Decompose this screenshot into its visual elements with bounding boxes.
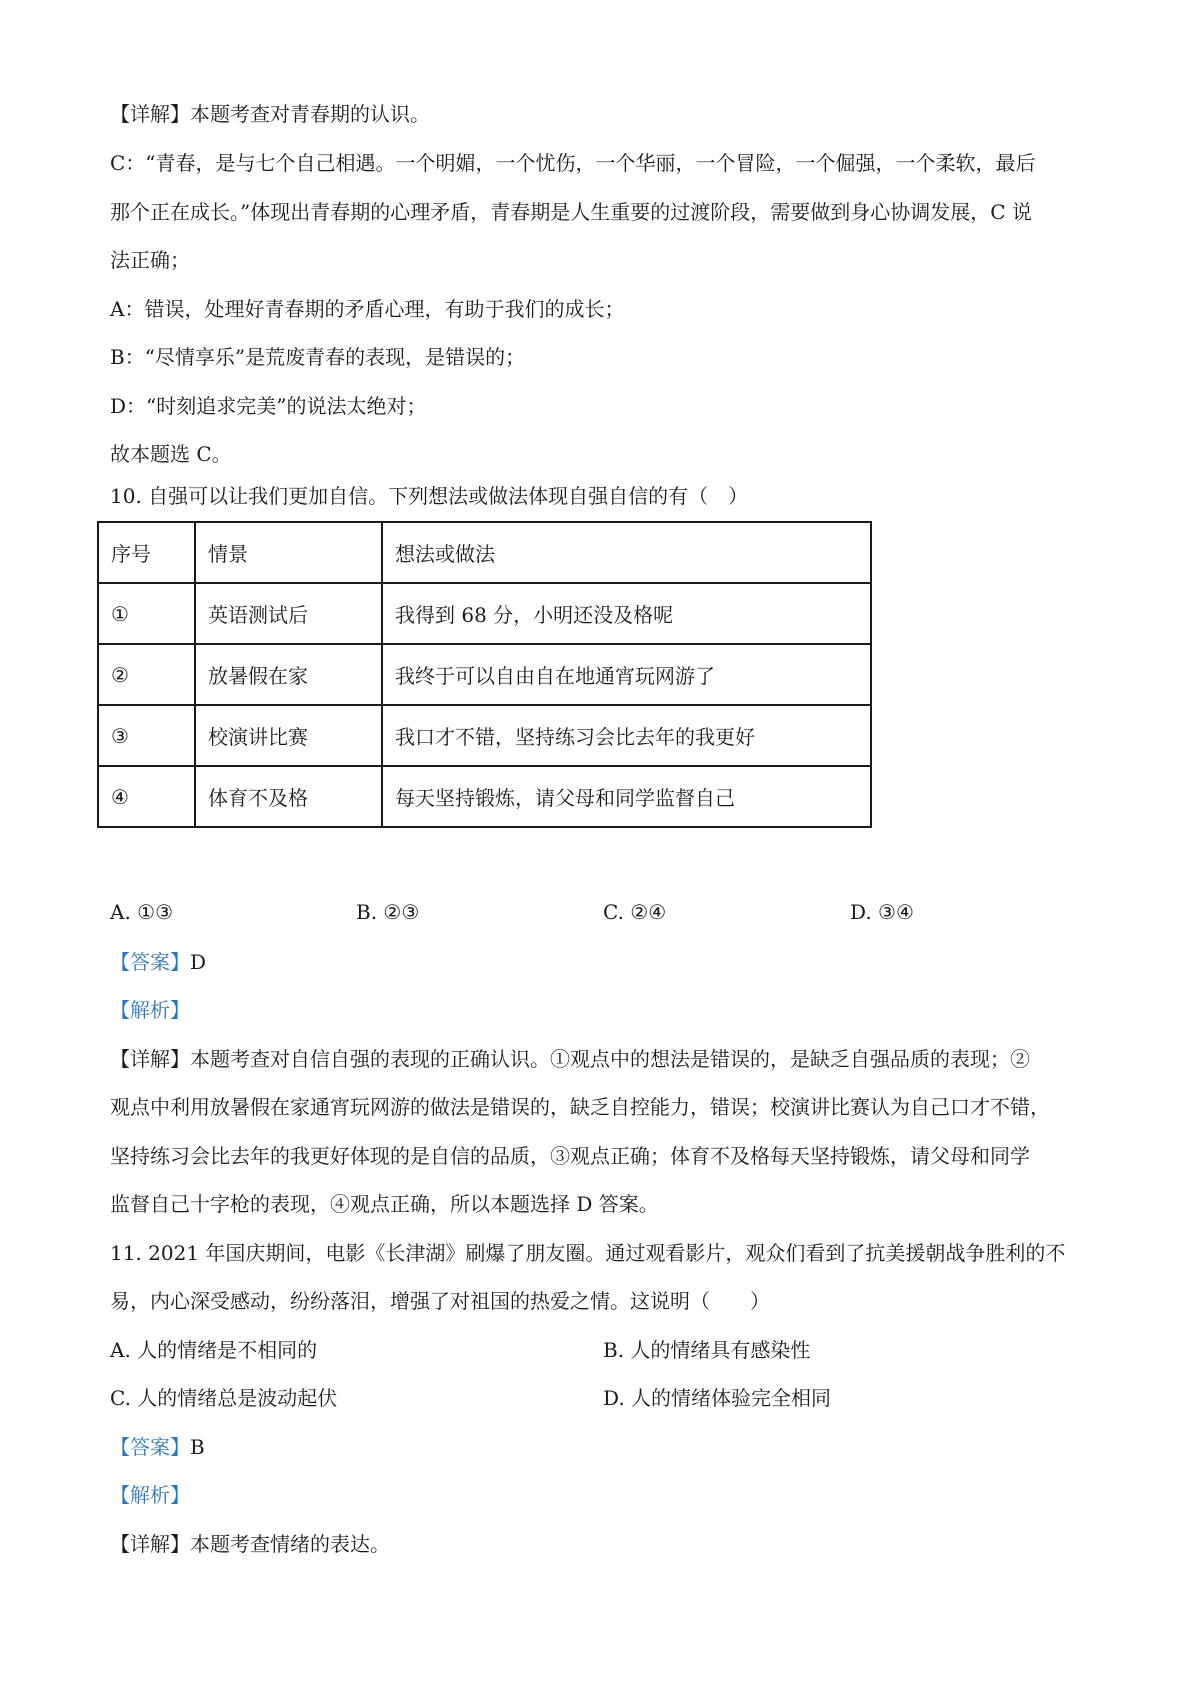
detail-line: D：“时刻追求完美”的说法太绝对；: [110, 394, 427, 418]
option-a: A. ①③: [110, 900, 174, 924]
question-10-table: [97, 521, 872, 828]
table-cell: 体育不及格: [195, 766, 382, 827]
option-d: D. ③④: [850, 900, 914, 924]
detail-line: 【详解】本题考查对青春期的认识。: [110, 102, 430, 126]
detail-line: 监督自己十字枪的表现，④观点正确，所以本题选择 D 答案。: [110, 1192, 659, 1216]
answer-value: D: [190, 950, 207, 974]
detail-line: C：“青春，是与七个自己相遇。一个明媚，一个忧伤，一个华丽，一个冒险，一个倔强，一个柔软，最后: [110, 151, 1036, 175]
detail-line: 法正确；: [110, 248, 190, 272]
detail-line: 那个正在成长。”体现出青春期的心理矛盾，青春期是人生重要的过渡阶段，需要做到身心协调发展，C 说: [110, 200, 1032, 224]
table-cell: ③: [98, 705, 195, 766]
question-10-stem: 10. 自强可以让我们更加自信。下列想法或做法体现自强自信的有（ ）: [110, 484, 749, 508]
table-cell: ②: [98, 644, 195, 705]
option-b: B. ②③: [356, 900, 420, 924]
table-cell: 我终于可以自由自在地通宵玩网游了: [382, 644, 871, 705]
detail-line: 故本题选 C。: [110, 442, 232, 466]
table-header-cell: 想法或做法: [382, 522, 871, 583]
answer-tag: 【答案】: [110, 1435, 190, 1459]
answer-line: [110, 948, 206, 976]
answer-value: B: [190, 1435, 205, 1459]
table-cell: ④: [98, 766, 195, 827]
table-cell: 每天坚持锻炼，请父母和同学监督自己: [382, 766, 871, 827]
option-a: A. 人的情绪是不相同的: [110, 1338, 318, 1362]
detail-line: 【详解】本题考查情绪的表达。: [110, 1532, 390, 1556]
option-d: D. 人的情绪体验完全相同: [603, 1386, 832, 1410]
analysis-tag: 【解析】: [110, 998, 190, 1022]
detail-line: B：“尽情享乐”是荒废青春的表现，是错误的；: [110, 345, 526, 369]
table-header-cell: 情景: [195, 522, 382, 583]
option-c: C. ②④: [603, 900, 667, 924]
option-c: C. 人的情绪总是波动起伏: [110, 1386, 338, 1410]
table-cell: 我得到 68 分，小明还没及格呢: [382, 583, 871, 644]
table-header-cell: 序号: [98, 522, 195, 583]
table-row: [98, 766, 871, 827]
answer-tag: 【答案】: [110, 950, 190, 974]
table-cell: 我口才不错，坚持练习会比去年的我更好: [382, 705, 871, 766]
detail-line: 坚持练习会比去年的我更好体现的是自信的品质，③观点正确；体育不及格每天坚持锻炼，请父母和同学: [110, 1144, 1030, 1168]
table-row: [98, 705, 871, 766]
table-row: [98, 583, 871, 644]
table-header-row: [98, 522, 871, 583]
table-cell: 校演讲比赛: [195, 705, 382, 766]
option-b: B. 人的情绪具有感染性: [603, 1338, 811, 1362]
detail-line: 观点中利用放暑假在家通宵玩网游的做法是错误的，缺乏自控能力，错误；校演讲比赛认为自己口才不错，: [110, 1095, 1050, 1119]
table-cell: 放暑假在家: [195, 644, 382, 705]
table-row: [98, 644, 871, 705]
detail-line: A：错误，处理好青春期的矛盾心理，有助于我们的成长；: [110, 297, 625, 321]
detail-line: 【详解】本题考查对自信自强的表现的正确认识。①观点中的想法是错误的，是缺乏自强品质的表现；②: [110, 1047, 1030, 1071]
question-11-stem: 11. 2021 年国庆期间，电影《长津湖》刷爆了朋友圈。通过观看影片，观众们看到了抗美援朝战争胜利的不: [110, 1241, 1066, 1265]
table-cell: 英语测试后: [195, 583, 382, 644]
question-11-stem: 易，内心深受感动，纷纷落泪，增强了对祖国的热爱之情。这说明（ ）: [110, 1289, 770, 1313]
table-cell: ①: [98, 583, 195, 644]
analysis-tag: 【解析】: [110, 1483, 190, 1507]
answer-line: [110, 1433, 205, 1461]
